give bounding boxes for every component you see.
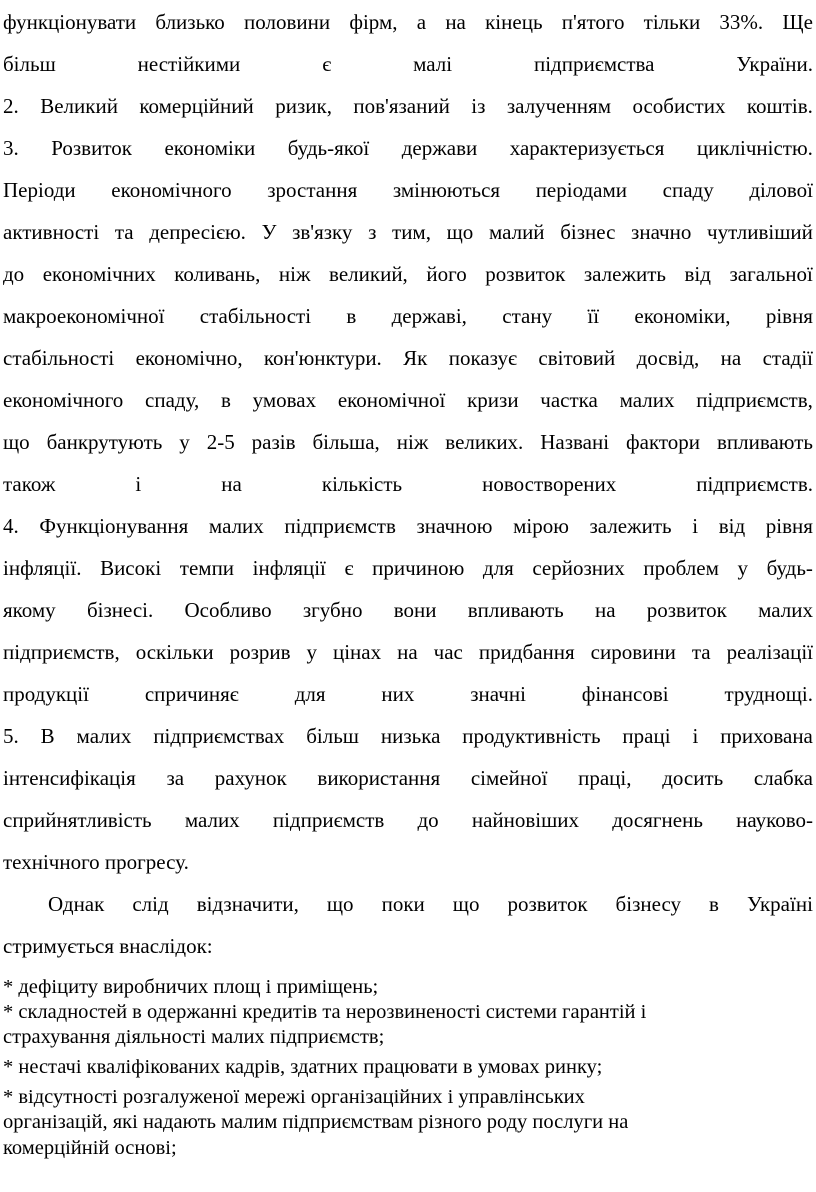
text-line: сприйнятливість малих підприємств до найновіших досягнень науково- <box>3 808 813 832</box>
text-line: технічного прогресу. <box>3 850 189 874</box>
text-line: макроекономічної стабільності в державі, стану її економіки, рівня <box>3 304 813 328</box>
text-line: якому бізнесі. Особливо згубно вони впливають на розвиток малих <box>3 598 813 622</box>
text-line: 5. В малих підприємствах більш низька продуктивність праці і прихована <box>3 724 813 748</box>
text-line: що банкрутують у 2-5 разів більша, ніж великих. Названі фактори впливають <box>3 430 813 454</box>
bullet-continuation: організацій, які надають малим підприємствам різного роду послуги на <box>3 1111 629 1133</box>
text-line: до економічних коливань, ніж великий, його розвиток залежить від загальної <box>3 262 813 286</box>
bullet-continuation: страхування діяльності малих підприємств; <box>3 1026 385 1048</box>
bullet-item: * складностей в одержанні кредитів та нерозвиненості системи гарантій і <box>3 1001 647 1023</box>
text-line: стримується внаслідок: <box>3 934 213 958</box>
text-line: Періоди економічного зростання змінюються періодами спаду ділової <box>3 178 813 202</box>
text-line: економічного спаду, в умовах економічної кризи частка малих підприємств, <box>3 388 813 412</box>
paragraph-first-line: Однак слід відзначити, що поки що розвиток бізнесу в Україні <box>48 892 813 916</box>
text-line: стабільності економічно, кон'юнктури. Як показує світовий досвід, на стадії <box>3 346 813 370</box>
text-line: також і на кількість новостворених підприємств. <box>3 472 813 496</box>
text-line: 3. Розвиток економіки будь-якої держави характеризується циклічністю. <box>3 136 813 160</box>
bullet-item: * дефіциту виробничих площ і приміщень; <box>3 976 379 998</box>
text-line: підприємств, оскільки розрив у цінах на час придбання сировини та реалізації <box>3 640 813 664</box>
text-line: інфляції. Високі темпи інфляції є причиною для серйозних проблем у будь- <box>3 556 813 580</box>
text-line: інтенсифікація за рахунок використання сімейної праці, досить слабка <box>3 766 813 790</box>
bullet-item: * нестачі кваліфікованих кадрів, здатних працювати в умовах ринку; <box>3 1056 603 1078</box>
text-line: продукції спричиняє для них значні фінансові труднощі. <box>3 682 813 706</box>
text-line: активності та депресією. У зв'язку з тим, що малий бізнес значно чутливіший <box>3 220 813 244</box>
text-line: 4. Функціонування малих підприємств значною мірою залежить і від рівня <box>3 514 813 538</box>
text-line: більш нестійкими є малі підприємства України. <box>3 52 813 76</box>
text-line: функціонувати близько половини фірм, а на кінець п'ятого тільки 33%. Ще <box>3 10 813 34</box>
bullet-continuation: комерційній основі; <box>3 1137 177 1159</box>
text-line: 2. Великий комерційний ризик, пов'язаний із залученням особистих коштів. <box>3 94 813 118</box>
bullet-item: * відсутності розгалуженої мережі організаційних і управлінських <box>3 1086 585 1108</box>
